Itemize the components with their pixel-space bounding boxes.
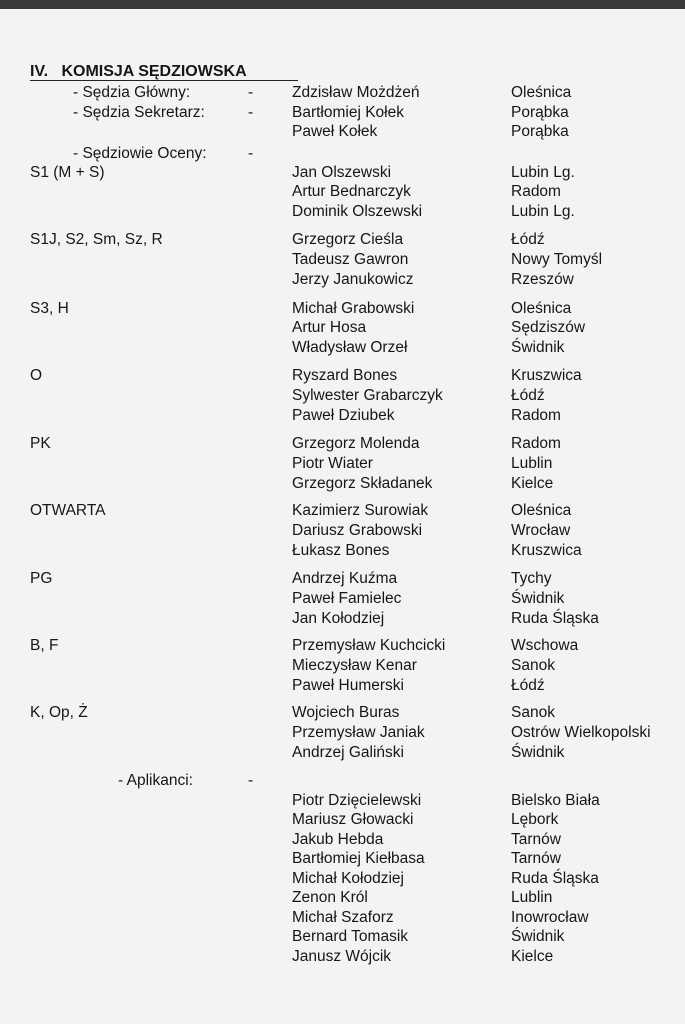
secretary-dash: - [248,104,254,121]
category-label: PG [30,570,53,587]
judge-name: Michał Grabowski [292,300,415,317]
secretary-name: Bartłomiej Kołek [292,104,404,121]
category-label: OTWARTA [30,502,106,519]
section-title: KOMISJA SĘDZIOWSKA [61,63,247,80]
judge-town: Ostrów Wielkopolski [511,724,651,741]
applicant-name: Zenon Król [292,889,368,906]
judge-town: Sanok [511,657,555,674]
judge-name: Ryszard Bones [292,367,398,384]
judge-name: Jan Olszewski [292,164,392,181]
judge-town: Łódź [511,387,545,404]
judge-town: Oleśnica [511,502,572,519]
judge-town: Lubin Lg. [511,164,575,181]
judge-name: Jan Kołodziej [292,610,385,627]
applicant-name: Michał Szaforz [292,909,394,926]
judge-name: Sylwester Grabarczyk [292,387,443,404]
heading-underline [30,80,298,81]
document-page [0,9,685,1024]
judge-town: Sędziszów [511,319,586,336]
judge-name: Przemysław Kuchcicki [292,637,446,654]
applicant-town: Inowrocław [511,909,589,926]
judge-name: Piotr Wiater [292,455,373,472]
judge-town: Radom [511,183,561,200]
category-label: B, F [30,637,59,654]
judge-name: Mieczysław Kenar [292,657,417,674]
judge-name: Paweł Humerski [292,677,404,694]
head-judge-dash: - [248,84,254,101]
judge-name: Tadeusz Gawron [292,251,409,268]
applicant-name: Piotr Dzięcielewski [292,792,422,809]
section-number: IV. [30,63,49,80]
head-judge-town: Oleśnica [511,84,572,101]
applicants-dash: - [248,772,254,789]
judge-town: Świdnik [511,744,565,761]
applicant-name: Bartłomiej Kiełbasa [292,850,425,867]
judge-town: Kielce [511,475,554,492]
judge-name: Artur Hosa [292,319,367,336]
judge-town: Ruda Śląska [511,610,599,627]
judge-town: Świdnik [511,590,565,607]
scan-top-edge [0,0,685,9]
applicant-town: Bielsko Biała [511,792,600,809]
judge-name: Artur Bednarczyk [292,183,411,200]
judge-town: Wschowa [511,637,579,654]
category-label: O [30,367,43,384]
judge-town: Nowy Tomyśl [511,251,603,268]
judge-town: Wrocław [511,522,571,539]
applicant-town: Świdnik [511,928,565,945]
secretary-town: Porąbka [511,104,569,121]
judge-name: Andrzej Galiński [292,744,404,761]
judge-town: Świdnik [511,339,565,356]
judge-name: Kazimierz Surowiak [292,502,429,519]
judge-name: Andrzej Kuźma [292,570,398,587]
judge-name: Grzegorz Cieśla [292,231,404,248]
head-judge-label: - Sędzia Główny: [73,84,191,101]
applicant-town: Lębork [511,811,559,828]
judges-dash: - [248,145,254,162]
category-label: S3, H [30,300,69,317]
applicant-name: Mariusz Głowacki [292,811,414,828]
applicant-name: Janusz Wójcik [292,948,392,965]
judge-town: Radom [511,435,561,452]
judge-name: Jerzy Janukowicz [292,271,414,288]
judge-town: Lublin [511,455,553,472]
judge-name: Grzegorz Molenda [292,435,420,452]
judge-name: Dariusz Grabowski [292,522,423,539]
judge-town: Tychy [511,570,552,587]
category-label: PK [30,435,51,452]
applicant-town: Tarnów [511,850,561,867]
judge-town: Łódź [511,677,545,694]
judge-town: Łódź [511,231,545,248]
judge-name: Przemysław Janiak [292,724,425,741]
judge-name: Wojciech Buras [292,704,400,721]
judge-town: Rzeszów [511,271,574,288]
category-label: K, Op, Ż [30,704,88,721]
applicant-name: Bernard Tomasik [292,928,409,945]
category-label: S1 (M + S) [30,164,105,181]
applicant-town: Lublin [511,889,553,906]
judge-town: Radom [511,407,561,424]
secretary-town: Porąbka [511,123,569,140]
judge-name: Paweł Dziubek [292,407,395,424]
judge-name: Władysław Orzeł [292,339,408,356]
judge-town: Kruszwica [511,367,582,384]
applicant-town: Ruda Śląska [511,870,599,887]
judge-town: Sanok [511,704,555,721]
judge-town: Oleśnica [511,300,572,317]
judge-town: Kruszwica [511,542,582,559]
judge-name: Paweł Famielec [292,590,402,607]
applicant-name: Michał Kołodziej [292,870,404,887]
applicants-label: - Aplikanci: [118,772,193,789]
judges-label: - Sędziowie Oceny: [73,145,207,162]
judge-name: Grzegorz Składanek [292,475,433,492]
applicant-town: Tarnów [511,831,561,848]
judge-name: Łukasz Bones [292,542,390,559]
judge-town: Lubin Lg. [511,203,575,220]
secretary-name: Paweł Kołek [292,123,378,140]
secretary-label: - Sędzia Sekretarz: [73,104,205,121]
category-label: S1J, S2, Sm, Sz, R [30,231,163,248]
head-judge-name: Zdzisław Możdżeń [292,84,420,101]
section-heading [30,62,247,82]
applicant-town: Kielce [511,948,554,965]
judge-name: Dominik Olszewski [292,203,423,220]
applicant-name: Jakub Hebda [292,831,384,848]
